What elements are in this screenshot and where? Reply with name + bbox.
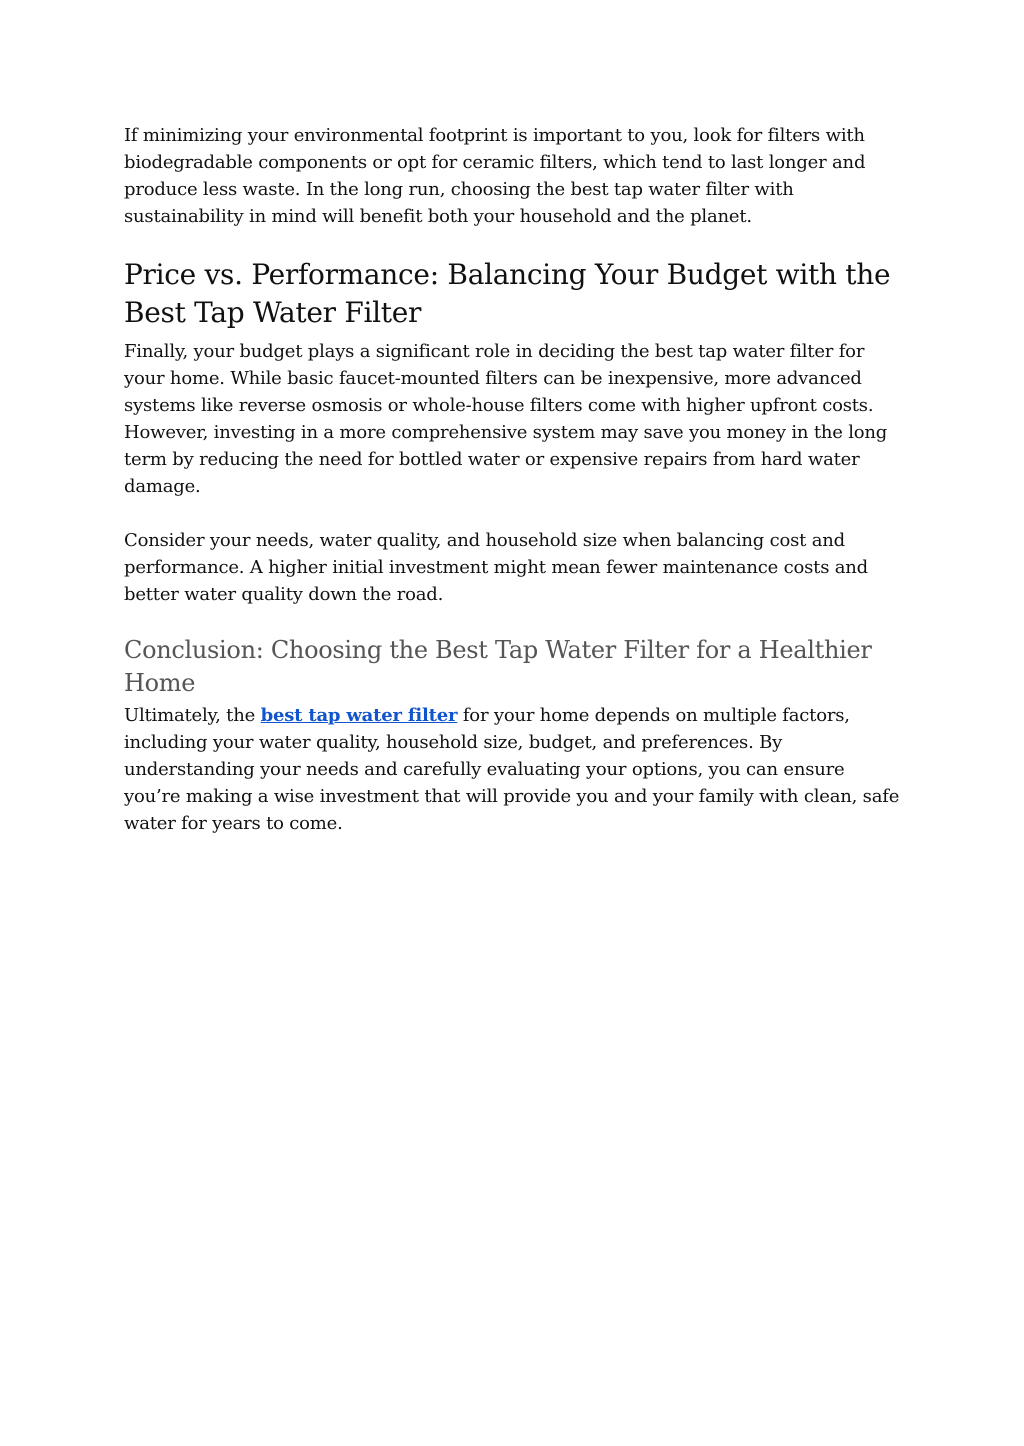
price-performance-heading: Price vs. Performance: Balancing Your Budget with the Best Tap Water Filter bbox=[124, 258, 891, 329]
document-page bbox=[124, 122, 904, 837]
conclusion-paragraph bbox=[124, 702, 904, 837]
conclusion-text-before-link: Ultimately, the bbox=[124, 705, 261, 726]
price-paragraph-1: Finally, your budget plays a significant role in deciding the best tap water filter for your home. While basic faucet-mounted filters can be inexpensive, more advanced systems like reverse osmosis or whole-house filters come with higher upfront costs. However, investing in a more comprehensive system may save you money in the long term by reducing the need for bottled water or expensive repairs from hard water damage. bbox=[124, 341, 888, 497]
conclusion-heading: Conclusion: Choosing the Best Tap Water Filter for a Healthier Home bbox=[124, 636, 872, 697]
conclusion-text-after-link: for your home depends on multiple factors, including your water quality, household size, budget, and preferences. By understanding your needs and carefully evaluating your options, you can ensure you’re making a wise investment that will provide you and your family with clean, safe water for years to come. bbox=[124, 705, 900, 834]
price-paragraph-2: Consider your needs, water quality, and household size when balancing cost and performance. A higher initial investment might mean fewer maintenance costs and better water quality down the road. bbox=[124, 530, 868, 605]
intro-paragraph: If minimizing your environmental footprint is important to you, look for filters with biodegradable components or opt for ceramic filters, which tend to last longer and produce less waste. In the long run, choosing the best tap water filter with sustainability in mind will benefit both your household and the planet. bbox=[124, 125, 866, 227]
best-tap-water-filter-link[interactable]: best tap water filter bbox=[260, 705, 458, 726]
